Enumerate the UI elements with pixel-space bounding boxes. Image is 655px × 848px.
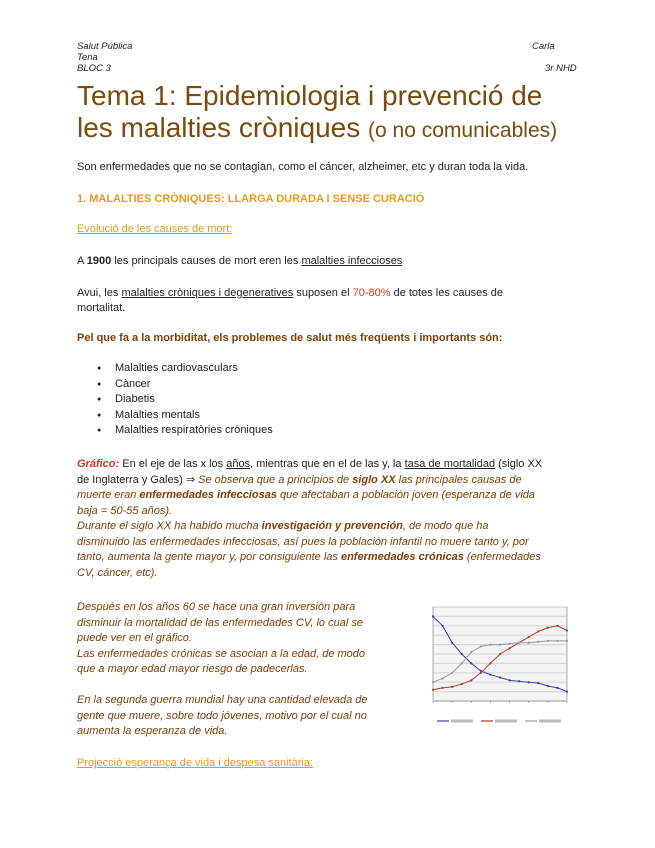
grafico-t2: , mientras que en el de las y, la bbox=[250, 458, 405, 470]
grafico-b4: enfermedades crónicas bbox=[340, 551, 464, 563]
data-point bbox=[499, 676, 501, 678]
data-point bbox=[508, 643, 510, 645]
list-item: ● Càncer bbox=[77, 377, 273, 393]
data-point bbox=[489, 662, 491, 664]
data-point bbox=[461, 683, 463, 685]
p2-percent: 70-80% bbox=[352, 287, 391, 299]
left-col-line: aumenta la esperanza de vida. bbox=[77, 725, 228, 737]
data-point bbox=[480, 645, 482, 647]
data-point bbox=[508, 647, 510, 649]
data-point bbox=[528, 642, 530, 644]
page-title bbox=[77, 80, 557, 147]
paragraph-avui bbox=[77, 286, 567, 316]
grafico-t3: (siglo XX bbox=[495, 458, 543, 470]
grafico-i2: las principales causas de bbox=[395, 473, 522, 486]
header-left bbox=[77, 41, 132, 74]
mortality-chart bbox=[415, 601, 585, 731]
grafico-i9: tanto, aumenta la gente mayor y, por consiguiente las bbox=[77, 551, 341, 563]
left-column-text bbox=[77, 600, 397, 740]
grafico-i4: que afectaban a población joven (esperanza de vida bbox=[276, 489, 536, 501]
p1-text-b: les principals causes de mort eren les bbox=[111, 255, 302, 267]
left-col-line: En la segunda guerra mundial hay una cantidad elevada de bbox=[77, 694, 368, 706]
data-point bbox=[461, 653, 463, 655]
p2-text-a: Avui, les bbox=[77, 287, 122, 299]
data-point bbox=[432, 689, 434, 691]
left-col-line: disminuir la mortalidad de las enfermedades CV, lo cual se bbox=[77, 616, 363, 629]
data-point bbox=[556, 687, 558, 689]
header-surname: Tena bbox=[77, 52, 98, 63]
data-point bbox=[556, 640, 558, 642]
data-point bbox=[556, 625, 558, 627]
grafico-i7: , de modo que ha bbox=[402, 520, 489, 532]
grafico-b3: investigación y prevención bbox=[261, 520, 403, 532]
data-point bbox=[441, 625, 443, 627]
grafico-u1: años bbox=[226, 458, 251, 470]
data-point bbox=[489, 644, 491, 646]
data-point bbox=[461, 662, 463, 664]
legend-label-placeholder bbox=[495, 720, 517, 723]
left-col-line: gente que muere, sobre todo jóvenes, motivo por el cual no bbox=[77, 709, 367, 722]
p1-underlined: malalties infeccioses bbox=[301, 255, 403, 267]
grafico-t1: En el eje de las x los bbox=[119, 458, 227, 470]
grafico-i1: Se observa que a principios de bbox=[198, 473, 353, 486]
data-point bbox=[470, 651, 472, 653]
grafico-b1: siglo XX bbox=[352, 473, 396, 486]
data-point bbox=[518, 680, 520, 682]
left-col-line: Después en los años 60 se hace una gran inversión para bbox=[77, 601, 356, 613]
data-point bbox=[441, 677, 443, 679]
grafico-label: Gráfico: bbox=[77, 458, 120, 470]
header-author: Carla bbox=[532, 41, 555, 52]
morbiditat-heading: Pel que fa a la morbiditat, els problemes de salut més freqüents i importants són: bbox=[77, 332, 503, 344]
data-point bbox=[537, 682, 539, 684]
list-item: ● Malalties respiratòries cròniques bbox=[77, 423, 273, 439]
section-heading: 1. MALALTIES CRÒNIQUES: LLARGA DURADA I SENSE CURACIÓ bbox=[77, 193, 425, 205]
data-point bbox=[547, 640, 549, 642]
data-point bbox=[432, 681, 434, 683]
data-point bbox=[451, 642, 453, 644]
data-point bbox=[547, 685, 549, 687]
evolucio-link[interactable]: Evolució de les causes de mort: bbox=[77, 223, 233, 235]
left-col-line bbox=[77, 678, 397, 694]
p1-year: 1900 bbox=[86, 255, 112, 267]
p2-underlined: malalties cròniques i degeneratives bbox=[121, 287, 294, 299]
title-line2 bbox=[77, 112, 557, 147]
left-col-line: puede ver en el gráfico. bbox=[77, 632, 192, 644]
list-item: ● Diabetis bbox=[77, 392, 273, 408]
list-item: ● Malalties cardiovasculars bbox=[77, 361, 273, 377]
projeccio-link[interactable]: Projecció esperança de vida i despesa sanitària: bbox=[77, 757, 314, 769]
grafico-i3: muerte eran bbox=[77, 489, 140, 501]
list-item: ● Malalties mentals bbox=[77, 408, 273, 424]
data-point bbox=[566, 640, 568, 642]
data-point bbox=[470, 679, 472, 681]
left-col-line: Las enfermedades crónicas se asocian a la edad, de modo bbox=[77, 647, 366, 660]
grafico-i8: disminuido las enfermedades infecciosas, así pues la población infantil no muere tanto y, por bbox=[77, 535, 529, 548]
data-point bbox=[508, 679, 510, 681]
left-col-line: que a mayor edad mayor riesgo de padecerlas. bbox=[77, 663, 308, 675]
diseases-list bbox=[77, 361, 273, 439]
grafico-u2: tasa de mortalidad bbox=[404, 458, 496, 470]
data-point bbox=[470, 662, 472, 664]
data-point bbox=[537, 630, 539, 632]
grafico-i10: (enfermedades bbox=[463, 551, 541, 563]
grafico-i6: Durante el siglo XX ha habido mucha bbox=[77, 520, 262, 532]
title-line2-sub: (o no comunicables) bbox=[368, 119, 558, 142]
data-point bbox=[432, 615, 434, 617]
header-block: BLOC 3 bbox=[77, 63, 111, 74]
data-point bbox=[528, 636, 530, 638]
data-point bbox=[547, 627, 549, 629]
data-point bbox=[528, 681, 530, 683]
title-line2-main: les malalties cròniques bbox=[77, 112, 361, 143]
grafico-t4: de Inglaterra y Gales) ⇒ bbox=[77, 473, 199, 486]
data-point bbox=[499, 644, 501, 646]
data-point bbox=[480, 672, 482, 674]
data-point bbox=[537, 641, 539, 643]
chart-svg bbox=[415, 601, 585, 731]
data-point bbox=[441, 687, 443, 689]
intro-text: Son enfermedades que no se contagian, como el cáncer, alzheimer, etc y duran toda la vida. bbox=[77, 161, 529, 173]
header-subject: Salut Pública bbox=[77, 41, 133, 52]
p2-text-c: de totes les causes de bbox=[390, 287, 504, 299]
paragraph-1900 bbox=[77, 254, 402, 269]
data-point bbox=[499, 653, 501, 655]
data-point bbox=[489, 674, 491, 676]
p2-text-b: suposen el bbox=[293, 287, 353, 299]
title-line1: Tema 1: Epidemiologia i prevenció de bbox=[77, 80, 543, 111]
p2-text-d: mortalitat. bbox=[77, 302, 126, 314]
p1-text-a: A bbox=[77, 255, 87, 267]
data-point bbox=[518, 642, 520, 644]
data-point bbox=[451, 672, 453, 674]
header-class: 3r NHD bbox=[545, 63, 577, 74]
grafico-i5: baja = 50-55 años). bbox=[77, 504, 173, 517]
grafico-paragraph bbox=[77, 457, 577, 581]
data-point bbox=[451, 686, 453, 688]
grafico-i11: CV, cáncer, etc). bbox=[77, 566, 158, 579]
legend-label-placeholder bbox=[539, 720, 561, 723]
data-point bbox=[566, 629, 568, 631]
data-point bbox=[566, 691, 568, 693]
legend-label-placeholder bbox=[451, 720, 473, 723]
grafico-b2: enfermedades infecciosas bbox=[139, 489, 277, 501]
